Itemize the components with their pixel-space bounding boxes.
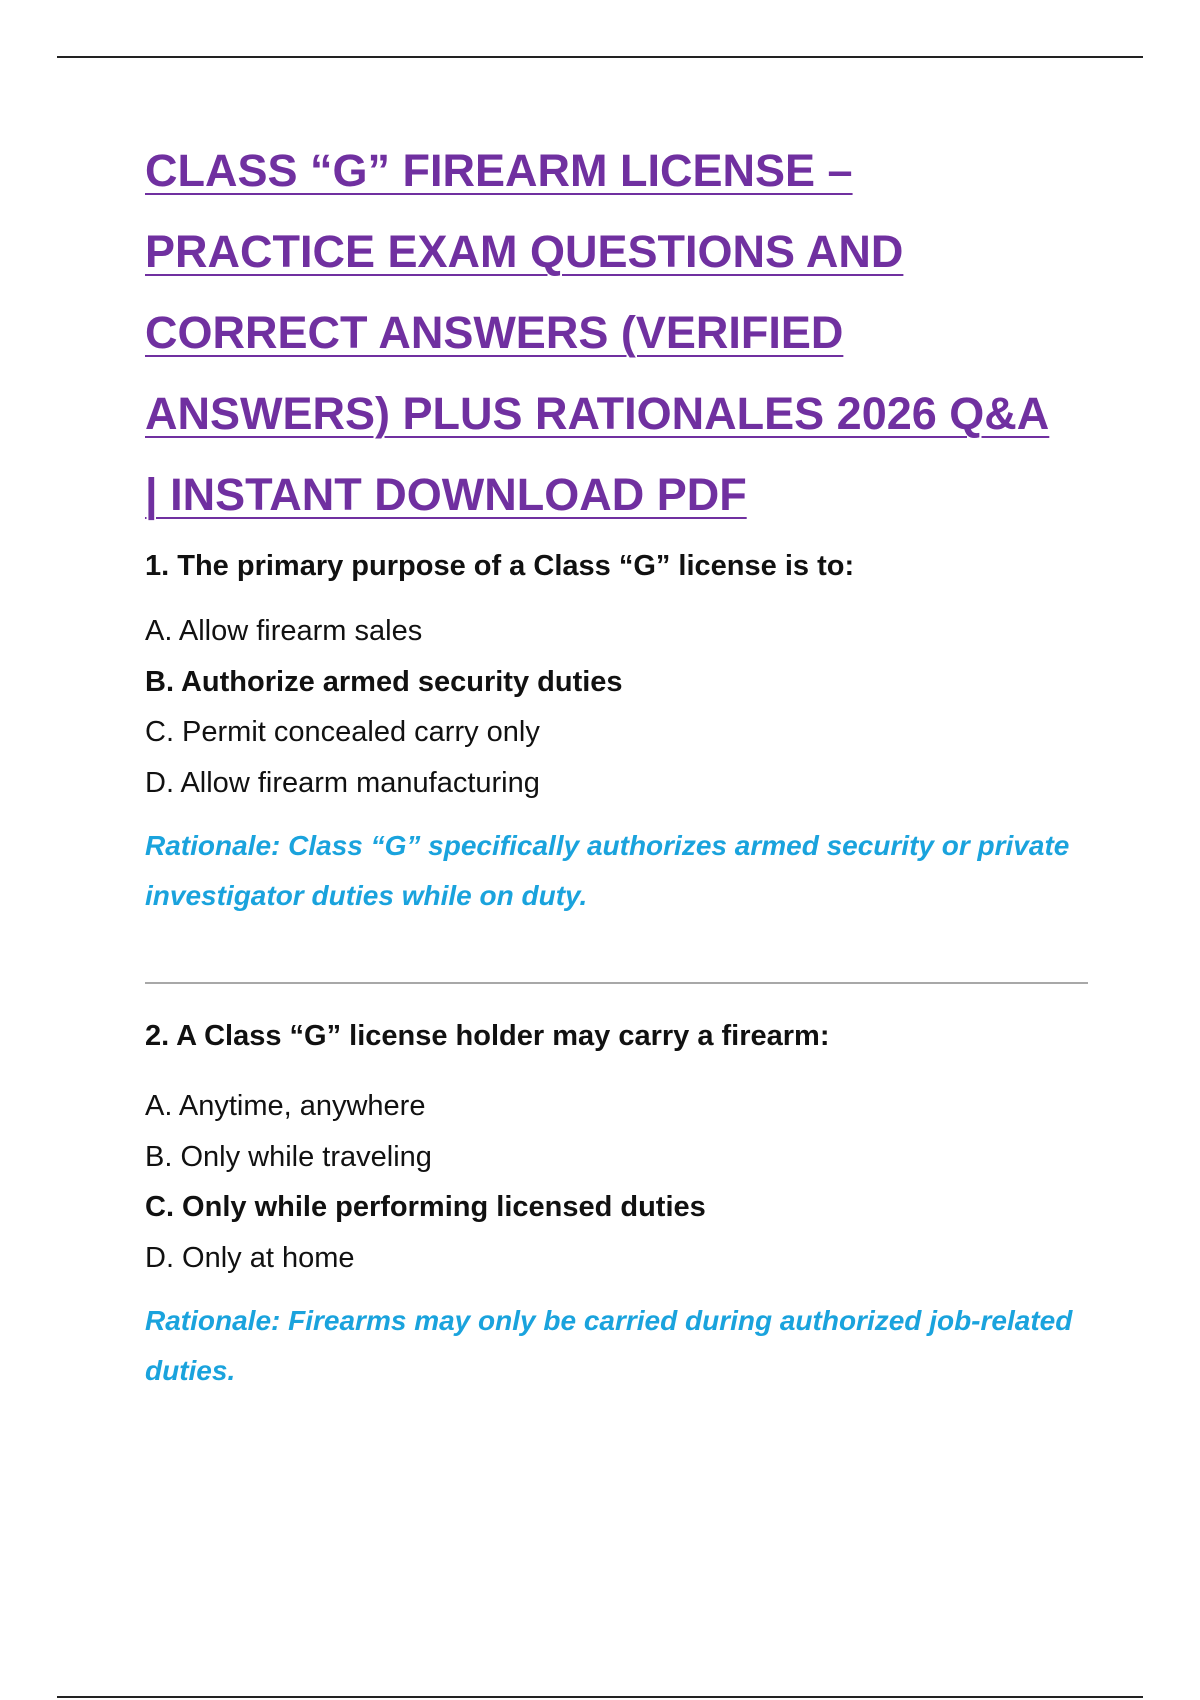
answer-option-b: B. Only while traveling [145,1140,432,1173]
question-block-2 [145,1016,1095,1396]
question-text: 2. A Class “G” license holder may carry a firearm: [145,1020,830,1052]
answer-option-d: D. Only at home [145,1241,355,1274]
answer-option-c-correct: C. Only while performing licensed duties [145,1191,706,1223]
rationale-text: Rationale: Firearms may only be carried during authorized job-related duties. [145,1305,1073,1386]
question-text: 1. The primary purpose of a Class “G” license is to: [145,550,855,582]
title-line: PRACTICE EXAM QUESTIONS AND [145,226,904,277]
title-line: | INSTANT DOWNLOAD PDF [145,469,747,520]
rationale-text: Rationale: Class “G” specifically authorizes armed security or private investigator duties while on duty. [145,830,1070,911]
question-divider [145,982,1088,984]
answer-option-d: D. Allow firearm manufacturing [145,766,540,799]
title-line: CLASS “G” FIREARM LICENSE – [145,145,853,196]
answer-option-b-correct: B. Authorize armed security duties [145,665,623,698]
page-bottom-rule [57,1696,1143,1698]
document-body [145,145,1095,1396]
answer-options [145,1081,1095,1283]
question-block-1 [145,546,1095,921]
answer-options [145,606,1095,808]
answer-option-a: A. Allow firearm sales [145,615,423,647]
page-top-rule [57,56,1143,58]
title-line: ANSWERS) PLUS RATIONALES 2026 Q&A [145,388,1050,439]
title-line: CORRECT ANSWERS (VERIFIED [145,307,844,358]
answer-option-a: A. Anytime, anywhere [145,1090,426,1122]
document-title [145,130,1095,535]
answer-option-c: C. Permit concealed carry only [145,716,540,748]
